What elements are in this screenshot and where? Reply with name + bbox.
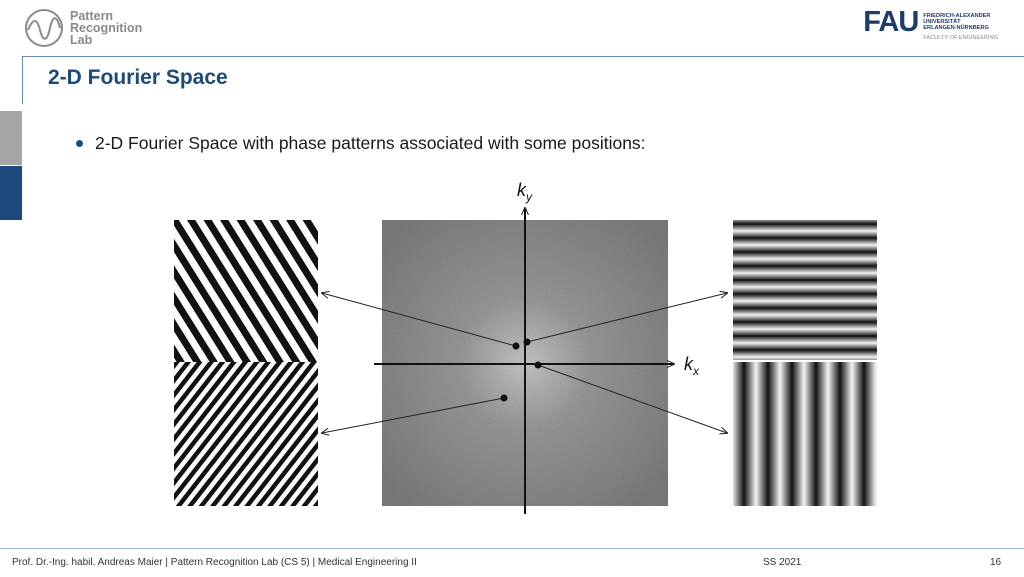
phase-pattern-diagonal-coarse (174, 220, 318, 362)
footer-term: SS 2021 (763, 557, 802, 568)
fau-subtitle: FRIEDRICH-ALEXANDER UNIVERSITÄT ERLANGEN-NÜRNBERG FACULTY OF ENGINEERING (923, 13, 998, 41)
phase-pattern-vertical (733, 362, 877, 506)
phase-pattern-horizontal (733, 220, 877, 360)
kx-label: $k_x$ (684, 354, 699, 378)
page-number: 16 (990, 557, 1002, 568)
footer-credits: Prof. Dr.-Ing. habil. Andreas Maier | Pattern Recognition Lab (CS 5) | Medical Engineering II (12, 557, 417, 568)
point-diagonal-fine (501, 395, 508, 402)
phase-pattern-diagonal-fine (174, 362, 318, 506)
footer (0, 548, 1024, 577)
point-diagonal-coarse (513, 343, 520, 350)
ky-label: $k_y$ (517, 180, 532, 204)
point-vertical (535, 362, 542, 369)
point-horizontal (524, 339, 531, 346)
slide-title: 2-D Fourier Space (48, 66, 228, 89)
fau-mark: FAU (863, 6, 919, 38)
bullet-text: 2-D Fourier Space with phase patterns associated with some positions: (95, 133, 646, 153)
lab-name: Pattern Recognition Lab (70, 9, 143, 47)
